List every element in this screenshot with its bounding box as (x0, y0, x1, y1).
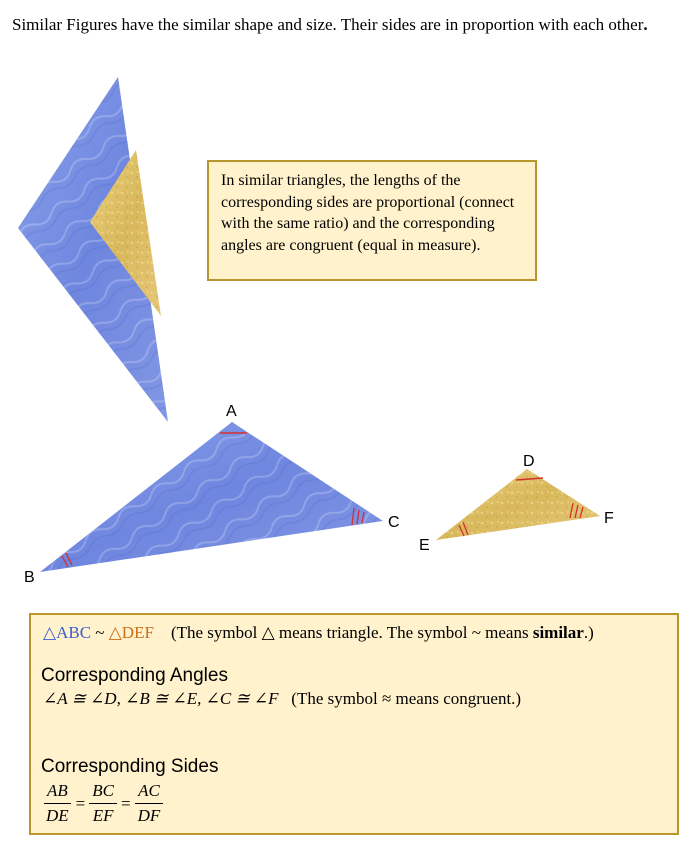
similar-triangles-note (207, 160, 537, 281)
label-f: F (604, 510, 614, 527)
similarity-statement: △ABC ~ △DEF (The symbol △ means triangle. The symbol ~ means similar.) (43, 623, 594, 642)
congruent-note: (The symbol ≈ means congruent.) (291, 689, 522, 708)
label-a: A (226, 403, 237, 420)
corresponding-angles: ∠A ≅ ∠D, ∠B ≅ ∠E, ∠C ≅ ∠F (The symbol ≈ means congruent.) (43, 689, 522, 708)
corresponding-angles-heading: Corresponding Angles (41, 665, 228, 686)
triangle-abc (24, 403, 400, 586)
summary-panel (29, 613, 679, 835)
triangle-def (419, 453, 614, 554)
label-c: C (388, 514, 400, 531)
ratio-ac-df: $\frac{AC}{DF}$ (135, 781, 164, 826)
note-text: In similar triangles, the lengths of the corresponding sides are proportional (connect with the same ratio) and the corresponding angles are congruent (equal in measure). (221, 172, 515, 254)
triangle-def-symbol: △DEF (108, 623, 154, 642)
label-e: E (419, 537, 430, 554)
label-b: B (24, 569, 35, 586)
symbol-note: (The symbol △ means triangle. The symbol ~ means (170, 623, 533, 642)
ratio-bc-ef: $\frac{BC}{EF}$ (89, 781, 117, 826)
corresponding-sides-heading: Corresponding Sides (41, 756, 219, 777)
side-ratios: $\frac{AB}{DE}$ = $\frac{BC}{EF}$ = $\frac{AC}{DF}$ (43, 781, 163, 826)
overlapping-triangles (18, 77, 168, 422)
triangle-abc-symbol: △ABC (43, 623, 92, 642)
label-d: D (523, 453, 535, 470)
intro-text: Similar Figures have the similar shape and size. Their sides are in proportion with each other. (12, 15, 648, 34)
ratio-ab-de: $\frac{AB}{DE}$ (43, 781, 72, 826)
